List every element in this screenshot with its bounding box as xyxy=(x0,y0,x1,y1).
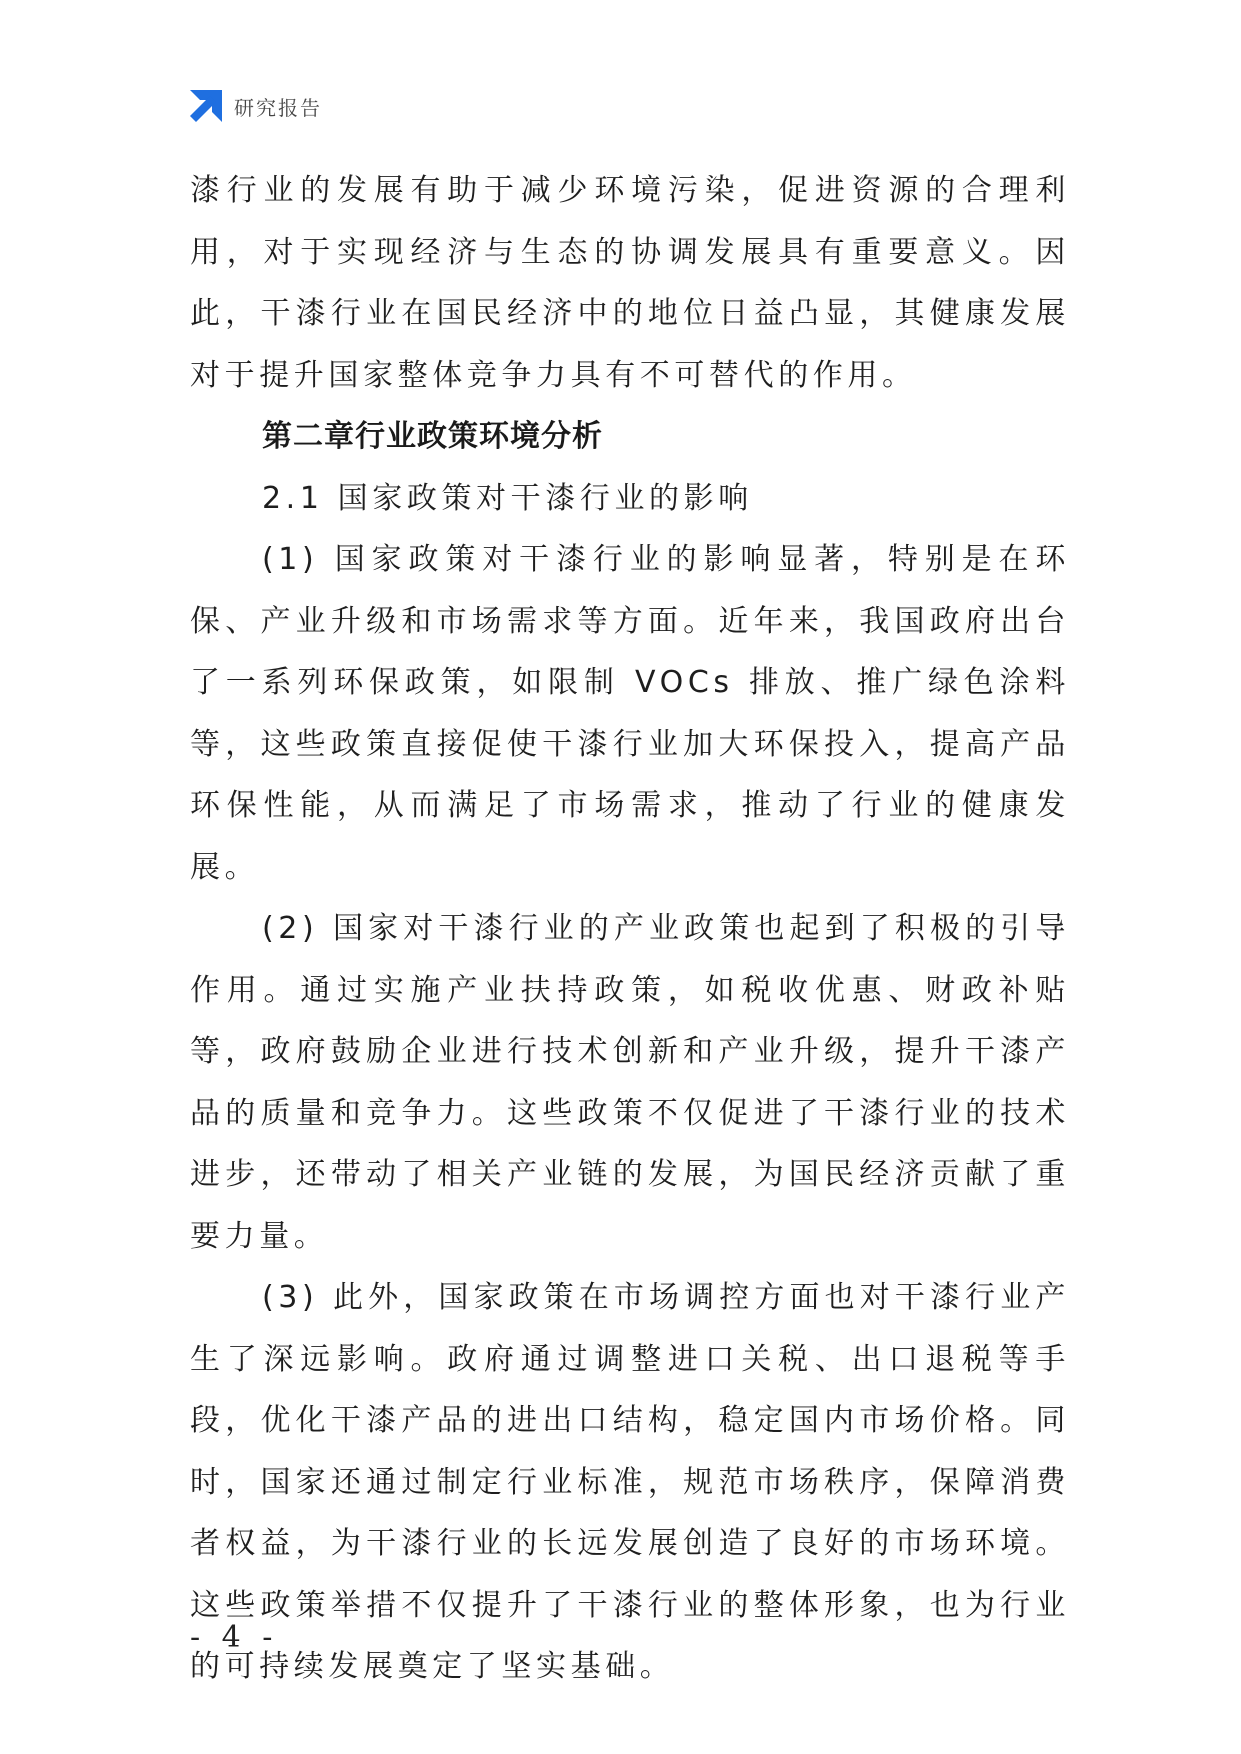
arrow-up-right-icon xyxy=(190,90,222,122)
paragraph-1: (1) 国家政策对干漆行业的影响显著，特别是在环保、产业升级和市场需求等方面。近年来，我国政府出台了一系列环保政策，如限制 VOCs 排放、推广绿色涂料等，这些政策直接促使干漆行业加大环保投入，提高产品环保性能，从而满足了市场需求，推动了行业的健康发展。 xyxy=(190,542,1070,885)
section-title: 2.1 国家政策对干漆行业的影响 xyxy=(262,480,753,516)
page-number: - 4 - xyxy=(190,1620,279,1655)
chapter-title: 第二章行业政策环境分析 xyxy=(262,419,603,454)
document-body xyxy=(190,160,1070,1698)
paragraph-3: (3) 此外，国家政策在市场调控方面也对干漆行业产生了深远影响。政府通过调整进口关税、出口退税等手段，优化干漆产品的进出口结构，稳定国内市场价格。同时，国家还通过制定行业标准，规范市场秩序，保障消费者权益，为干漆行业的长远发展创造了良好的市场环境。这些政策举措不仅提升了干漆行业的整体形象，也为行业的可持续发展奠定了坚实基础。 xyxy=(190,1280,1070,1684)
paragraph-2: (2) 国家对干漆行业的产业政策也起到了积极的引导作用。通过实施产业扶持政策，如税收优惠、财政补贴等，政府鼓励企业进行技术创新和产业升级，提升干漆产品的质量和竞争力。这些政策不仅促进了干漆行业的技术进步，还带动了相关产业链的发展，为国民经济贡献了重要力量。 xyxy=(190,911,1070,1254)
intro-paragraph: 漆行业的发展有助于减少环境污染，促进资源的合理利用，对于实现经济与生态的协调发展具有重要意义。因此，干漆行业在国民经济中的地位日益凸显，其健康发展对于提升国家整体竞争力具有不可替代的作用。 xyxy=(190,173,1070,393)
report-title: 研究报告 xyxy=(234,95,322,120)
page-header xyxy=(190,88,322,124)
